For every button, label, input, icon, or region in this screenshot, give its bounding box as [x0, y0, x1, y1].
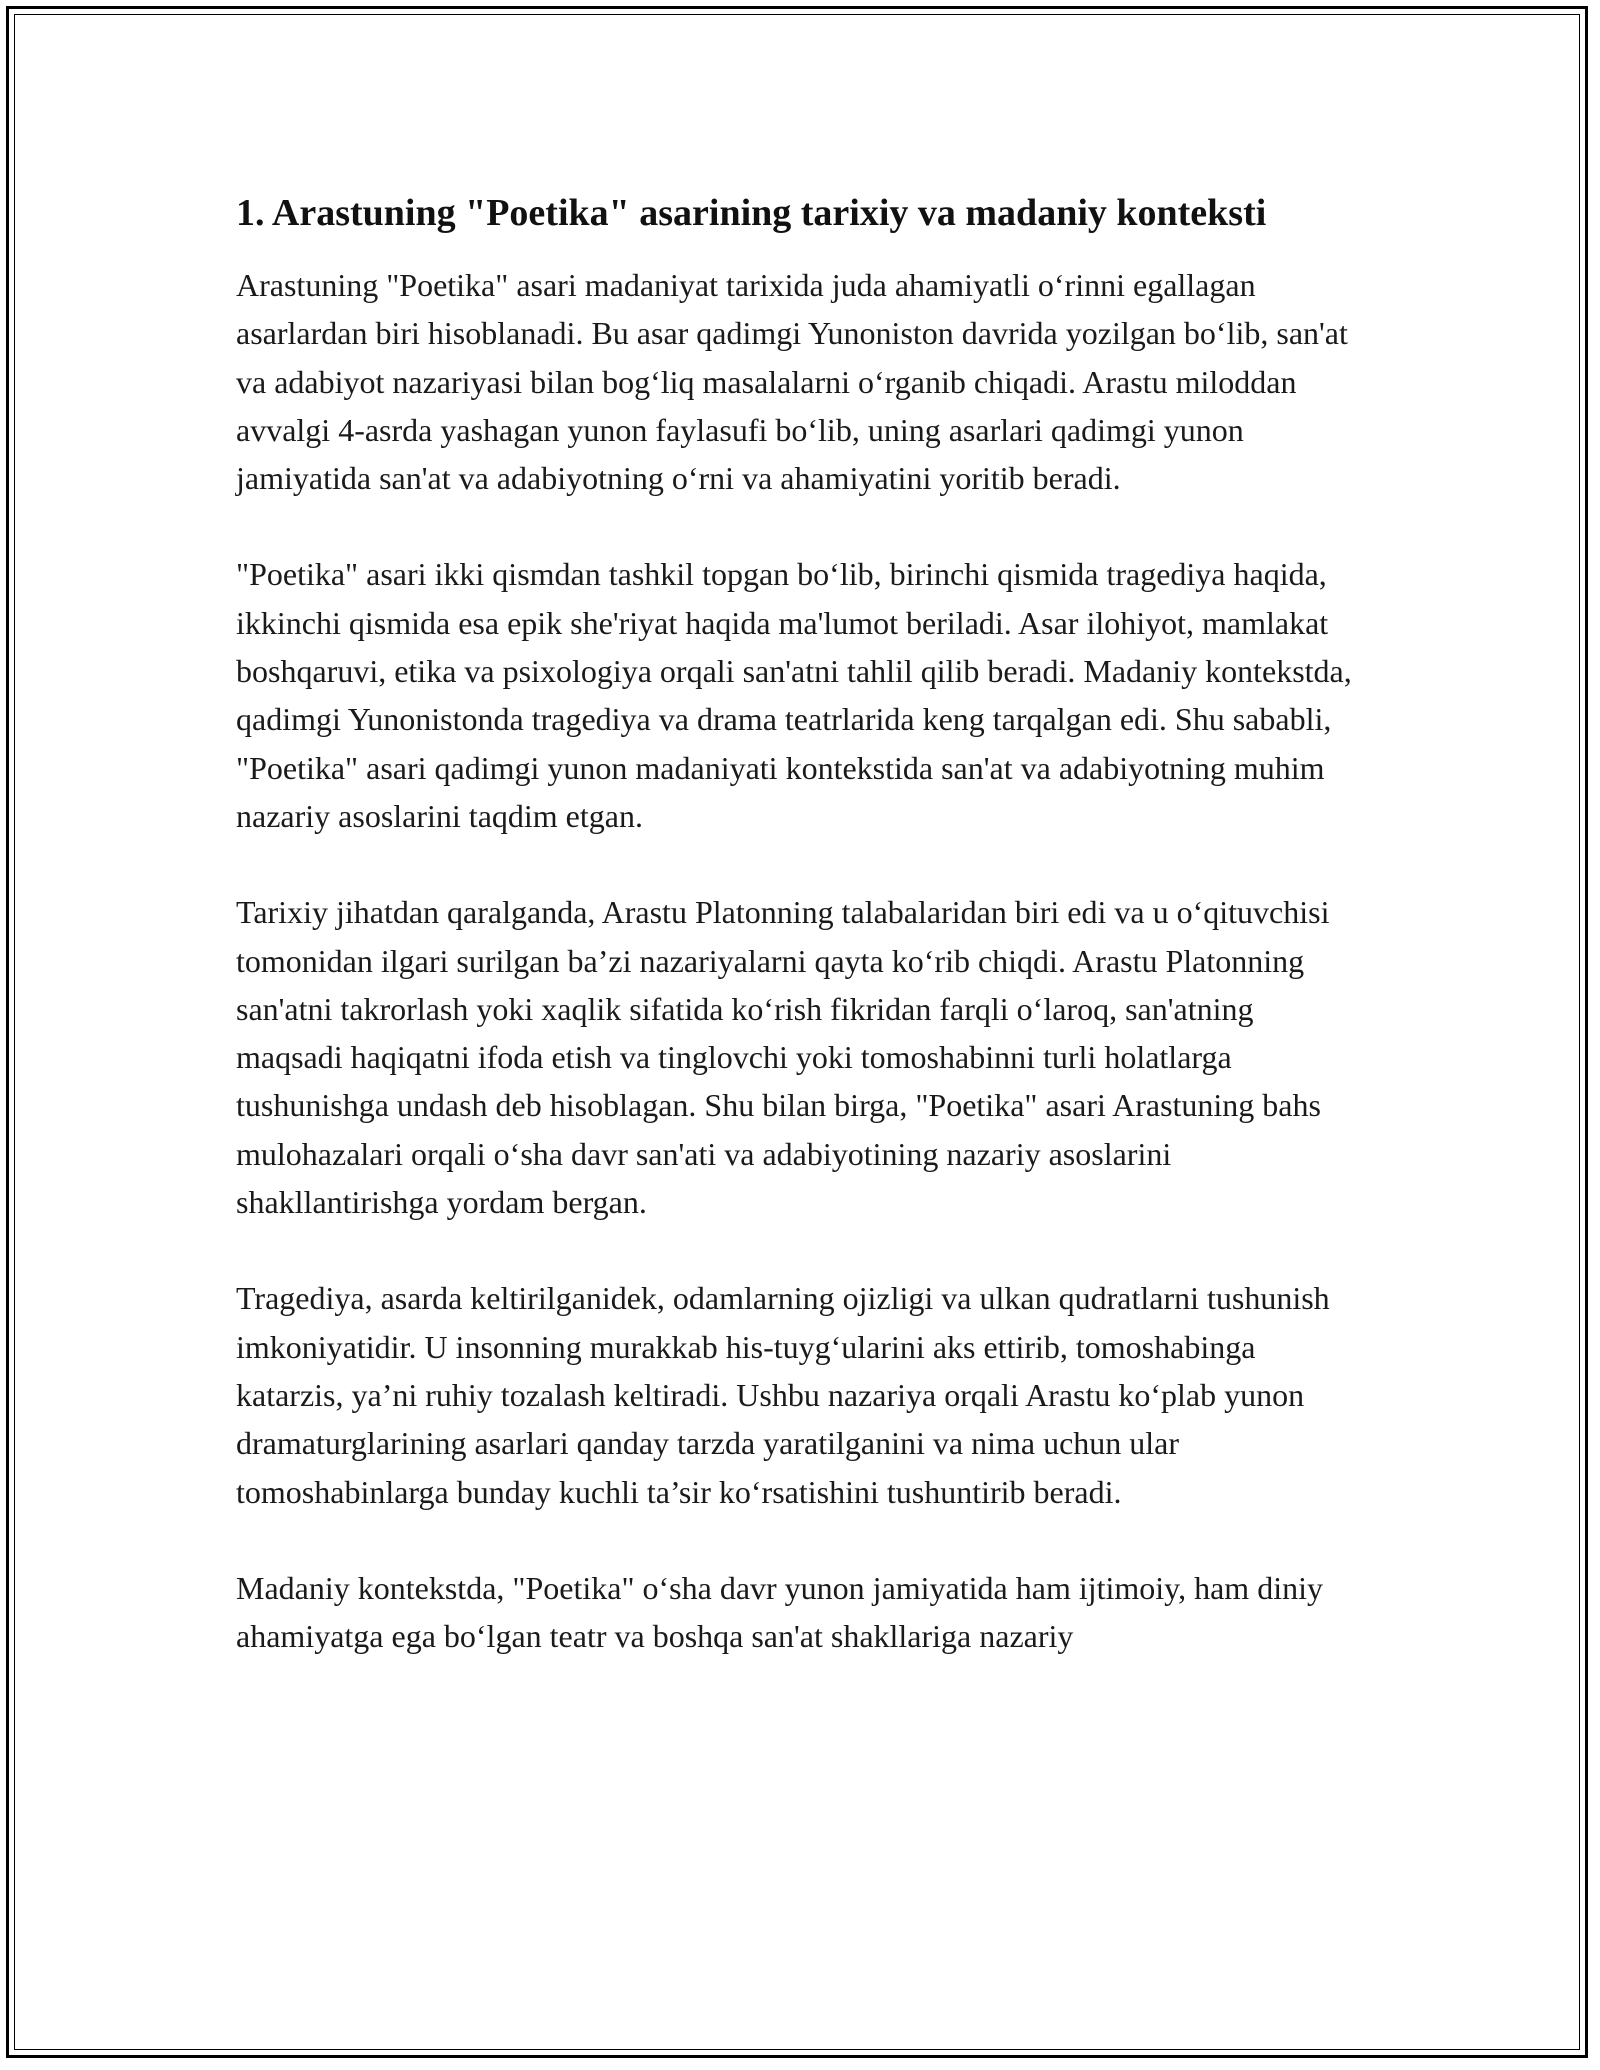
paragraph-1: Arastuning "Poetika" asari madaniyat tarixida juda ahamiyatli oʻrinni egallagan asarlardan biri hisoblanadi. Bu asar qadimgi Yunoniston davrida yozilgan boʻlib, san'at va adabiyot nazariyasi bilan bogʻliq masalalarni oʻrganib chiqadi. Arastu miloddan avvalgi 4-asrda yashagan yunon faylasufi boʻlib, uning asarlari qadimgi yunon jamiyatida san'at va adabiyotning oʻrni va ahamiyatini yoritib beradi.	[236, 267, 1348, 497]
paragraph-3: Tarixiy jihatdan qaralganda, Arastu Platonning talabalaridan biri edi va u oʻqituvchisi tomonidan ilgari surilgan ba’zi nazariyalarni qayta koʻrib chiqdi. Arastu Platonning san'atni takrorlash yoki xaqlik sifatida koʻrish fikridan farqli oʻlaroq, san'atning maqsadi haqiqatni ifoda etish va tinglovchi yoki tomoshabinni turli holatlarga tushunishga undash deb hisoblagan. Shu bilan birga, "Poetika" asari Arastuning bahs mulohazalari orqali oʻsha davr san'ati va adabiyotining nazariy asoslarini shakllantirishga yordam bergan.	[236, 894, 1330, 1221]
section-heading: 1. Arastuning "Poetika" asarining tarixiy va madaniy konteksti	[236, 192, 1267, 234]
paragraph-5: Madaniy kontekstda, "Poetika" oʻsha davr yunon jamiyatida ham ijtimoiy, ham diniy ahamiyatga ega boʻlgan teatr va boshqa san'at shakllariga nazariy	[236, 1569, 1323, 1655]
paragraph-4: Tragediya, asarda keltirilganidek, odamlarning ojizligi va ulkan qudratlarni tushunish imkoniyatidir. U insonning murakkab his-tuygʻularini aks ettirib, tomoshabinga katarzis, ya’ni ruhiy tozalash keltiradi. Ushbu nazariya orqali Arastu koʻplab yunon dramaturglarining asarlari qanday tarzda yaratilganini va nima uchun ular tomoshabinlarga bunday kuchli ta’sir koʻrsatishini tushuntirib beradi.	[236, 1280, 1330, 1510]
paragraph-2: "Poetika" asari ikki qismdan tashkil topgan boʻlib, birinchi qismida tragediya haqida, ikkinchi qismida esa epik she'riyat haqida ma'lumot beriladi. Asar ilohiyot, mamlakat boshqaruvi, etika va psixologiya orqali san'atni tahlil qilib beradi. Madaniy kontekstda, qadimgi Yunonistonda tragediya va drama teatrlarida keng tarqalgan edi. Shu sababli, "Poetika" asari qadimgi yunon madaniyati kontekstida san'at va adabiyotning muhim nazariy asoslarini taqdim etgan.	[236, 556, 1352, 834]
document-body	[236, 186, 1366, 1708]
